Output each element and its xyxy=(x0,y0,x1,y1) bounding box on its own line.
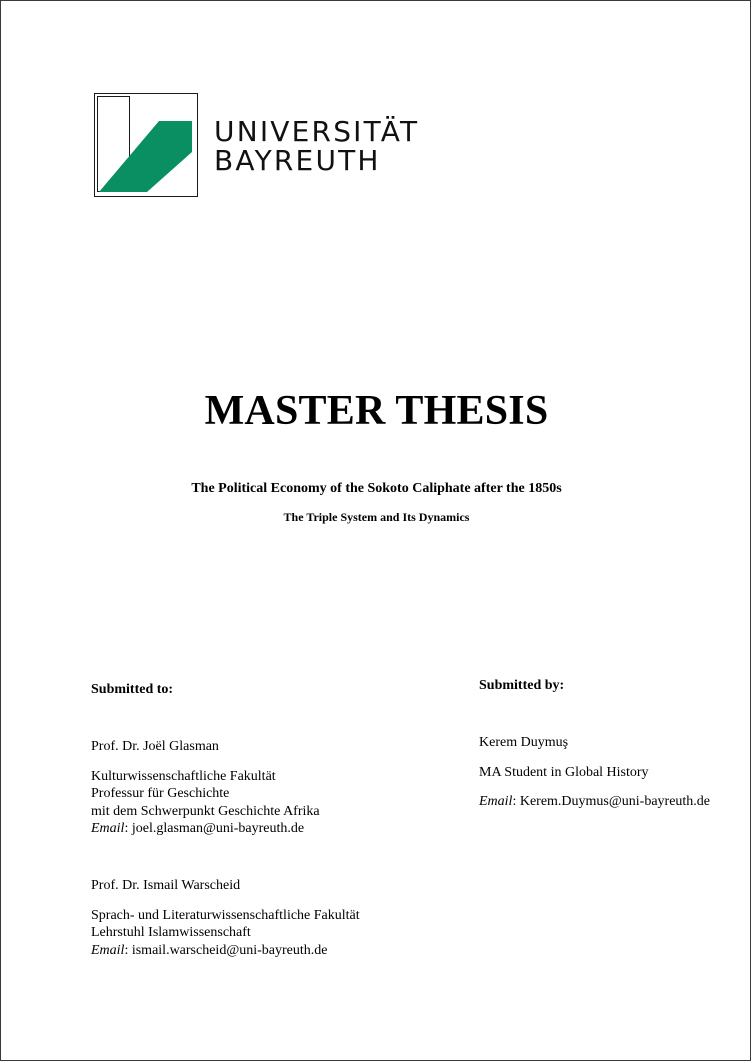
supervisor-1 xyxy=(91,738,320,838)
submitted-by-heading: Submitted by: xyxy=(479,678,565,693)
supervisor-2 xyxy=(91,877,360,959)
thesis-title: The Political Economy of the Sokoto Caliphate after the 1850s xyxy=(191,481,562,496)
supervisor-2-faculty: Sprach- und Literaturwissenschaftliche Fakultät xyxy=(91,907,360,923)
author-block xyxy=(479,734,710,811)
author-email-address: : Kerem.Duymus@uni-bayreuth.de xyxy=(512,794,711,809)
supervisor-1-chair: Professur für Geschichte xyxy=(91,786,230,801)
thesis-type-title: MASTER THESIS xyxy=(204,388,549,434)
submitted-to-section xyxy=(91,681,421,958)
supervisor-1-name: Prof. Dr. Joël Glasman xyxy=(91,739,219,754)
university-logo-text xyxy=(214,117,419,175)
logo-line-2: BAYREUTH xyxy=(214,144,381,177)
supervisor-1-email-address: : joel.glasman@uni-bayreuth.de xyxy=(124,821,305,836)
supervisor-1-email xyxy=(91,820,320,838)
email-label: Email xyxy=(91,821,125,836)
supervisor-1-faculty: Kulturwissenschaftliche Fakultät xyxy=(91,768,276,784)
author-role: MA Student in Global History xyxy=(479,764,649,780)
university-logo-icon xyxy=(94,93,198,197)
supervisor-2-email-address: : ismail.warscheid@uni-bayreuth.de xyxy=(124,942,328,958)
submitted-to-heading: Submitted to: xyxy=(91,682,174,697)
email-label: Email xyxy=(91,942,125,958)
logo-line-1: UNIVERSITÄT xyxy=(214,115,420,148)
thesis-subtitle: The Triple System and Its Dynamics xyxy=(283,510,470,524)
submitted-by-section xyxy=(479,677,749,809)
supervisor-2-name: Prof. Dr. Ismail Warscheid xyxy=(91,878,241,893)
supervisor-2-chair: Lehrstuhl Islamwissenschaft xyxy=(91,925,251,940)
author-email xyxy=(479,793,710,811)
supervisor-2-email xyxy=(91,942,360,960)
supervisor-1-focus: mit dem Schwerpunkt Geschichte Afrika xyxy=(91,803,320,819)
email-label: Email xyxy=(479,794,513,809)
author-name: Kerem Duymuş xyxy=(479,735,569,750)
